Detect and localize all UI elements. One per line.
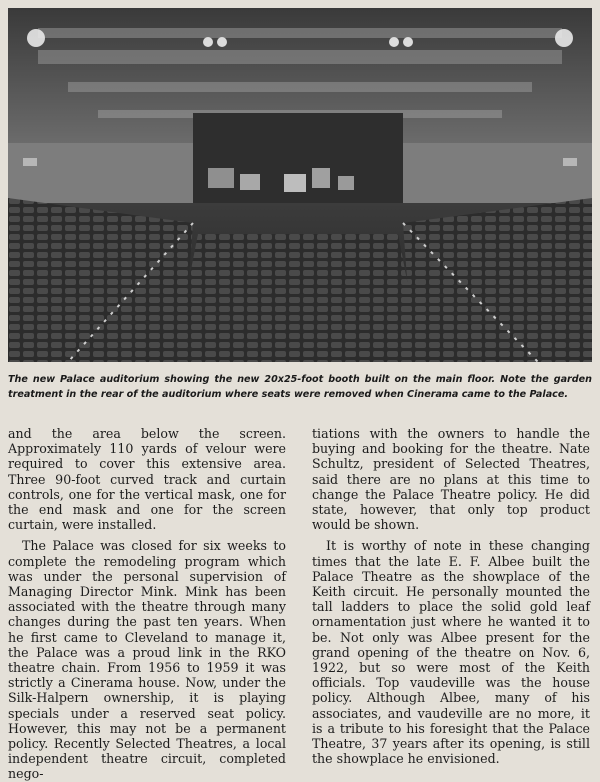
photo-caption: The new Palace auditorium showing the new 20x25-foot booth built on the main floor. Note the garden treatment in the rear of the auditorium where seats were removed when Cinerama came to the Palace.: [8, 374, 592, 400]
paragraph: It is worthy of note in these changing times that the late E. F. Albee built the Palace Theatre as the showplace of the Keith circuit. He personally mounted the tall ladders to place the solid gold leaf ornamentation just where he wanted it to be. Not only was Albee present for the grand opening of the theatre on Nov. 6, 1922, but so were most of the Keith officials. Top vaudeville was the house policy. Although Albee, many of his associates, and vaudeville are no more, it is a tribute to his foresight that the Palace Theatre, 37 years after its opening, is still the showplace he envisioned.: [312, 538, 590, 767]
auditorium-illustration: [8, 8, 592, 362]
paragraph: The Palace was closed for six weeks to complete the remodeling program which was under the personal supervision of Managing Director Mink. Mink has been associated with the theatre through many changes during the past ten years. When he first came to Cleveland to manage it, the Palace was a proud link in the RKO theatre chain. From 1956 to 1959 it was strictly a Cinerama house. Now, under the Silk-Halpern ownership, it is playing specials under a reserved seat policy. However, this may not be a permanent policy. Recently Selected Theatres, a local independent theatre circuit, completed nego-: [8, 538, 286, 782]
article-column-right: [312, 426, 590, 766]
paragraph: tiations with the owners to handle the buying and booking for the theatre. Nate Schultz, president of Selected Theatres, said there are no plans at this time to change the Palace Theatre policy. He did state, however, that only top product would be shown.: [312, 426, 590, 533]
article-column-left: [8, 426, 286, 782]
paragraph: and the area below the screen. Approximately 110 yards of velour were required to cover this extensive area. Three 90-foot curved track and curtain controls, one for the vertical mask, one for the end mask and one for the screen curtain, were installed.: [8, 426, 286, 533]
auditorium-photo: [8, 8, 592, 362]
